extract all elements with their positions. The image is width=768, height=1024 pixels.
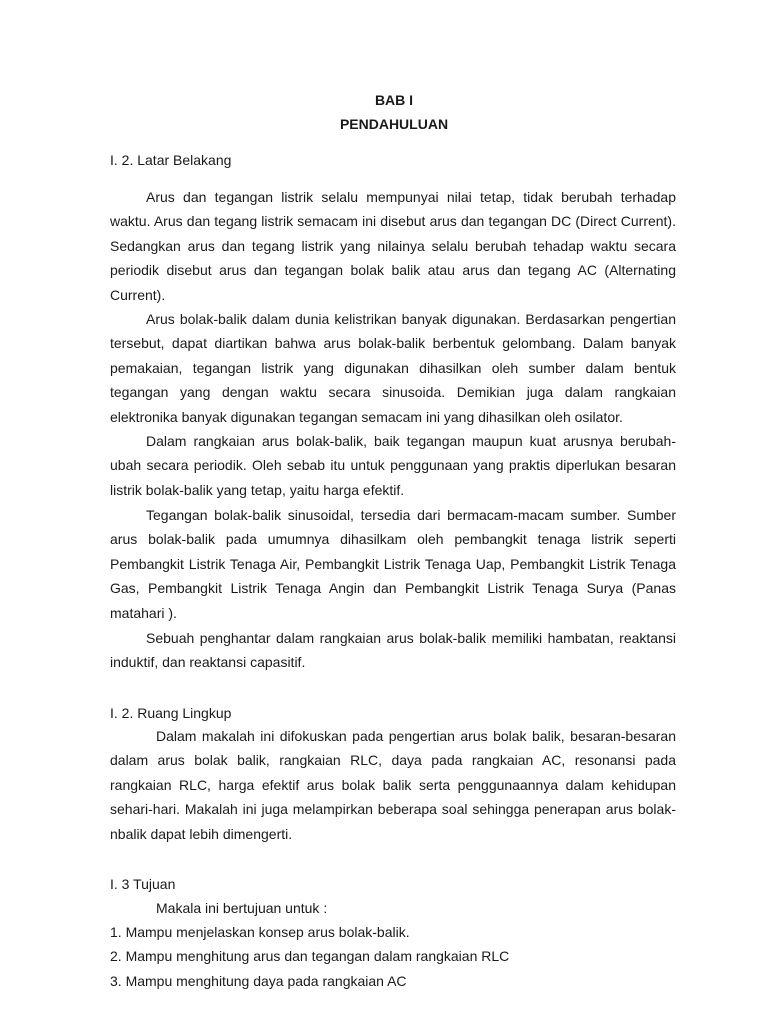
section-heading-tujuan: I. 3 Tujuan: [110, 876, 176, 892]
list-intro: Makala ini bertujuan untuk :: [156, 900, 328, 916]
paragraph: Arus dan tegangan listrik selalu mempunyai nilai tetap, tidak berubah terhadap waktu. Arus dan tegang listrik semacam ini disebut arus dan tegangan DC (Direct Current). Sedangkan arus dan tegang listrik yang nilainya selalu berubah tehadap waktu secara periodik disebut arus dan tegangan bolak balik atau arus dan tegang AC (Alternating Current).: [110, 189, 676, 303]
section-heading-latar-belakang: I. 2. Latar Belakang: [110, 152, 232, 168]
paragraph: Dalam rangkaian arus bolak-balik, baik tegangan maupun kuat arusnya berubah-ubah secara periodik. Oleh sebab itu untuk penggunaan yang praktis diperlukan besaran listrik bolak-balik yang tetap, yaitu harga efektif.: [110, 433, 676, 498]
paragraph: Tegangan bolak-balik sinusoidal, tersedia dari bermacam-macam sumber. Sumber arus bolak-balik pada umumnya dihasilkam oleh pembangkit tenaga listrik seperti Pembangkit Listrik Tenaga Air, Pembangkit Listrik Tenaga Uap, Pembangkit Listrik Tenaga Gas, Pembangkit Listrik Tenaga Angin dan Pembangkit Listrik Tenaga Surya (Panas matahari ).: [110, 507, 676, 621]
section-heading-ruang-lingkup: I. 2. Ruang Lingkup: [110, 705, 232, 721]
objectives-list: [110, 920, 676, 993]
paragraph: Sebuah penghantar dalam rangkaian arus bolak-balik memiliki hambatan, reaktansi induktif, dan reaktansi capasitif.: [110, 630, 676, 671]
chapter-title: PENDAHULUAN: [339, 116, 449, 132]
list-item: 2. Mampu menghitung arus dan tegangan dalam rangkaian RLC: [110, 948, 510, 965]
paragraph: Dalam makalah ini difokuskan pada pengertian arus bolak balik, besaran-besaran dalam arus bolak balik, rangkaian RLC, daya pada rangkaian AC, resonansi pada rangkaian RLC, harga efektif arus bolak balik serta penggunaannya dalam kehidupan sehari-hari. Makalah ini juga melampirkan beberapa soal sehingga penerapan arus bolak-nbalik dapat lebih dimengerti.: [110, 728, 676, 842]
list-item: 3. Mampu menghitung daya pada rangkaian AC: [110, 972, 407, 989]
paragraph: Arus bolak-balik dalam dunia kelistrikan banyak digunakan. Berdasarkan pengertian tersebut, dapat diartikan bahwa arus bolak-balik berbentuk gelombang. Dalam banyak pemakaian, tegangan listrik yang digunakan dihasilkan oleh sumber dalam bentuk tegangan yang dengan waktu secara sinusoida. Demikian juga dalam rangkaian elektronika banyak digunakan tegangan semacam ini yang dihasilkan oleh osilator.: [110, 311, 676, 425]
chapter-number: BAB I: [374, 92, 414, 108]
list-item: 1. Mampu menjelaskan konsep arus bolak-balik.: [110, 924, 410, 940]
